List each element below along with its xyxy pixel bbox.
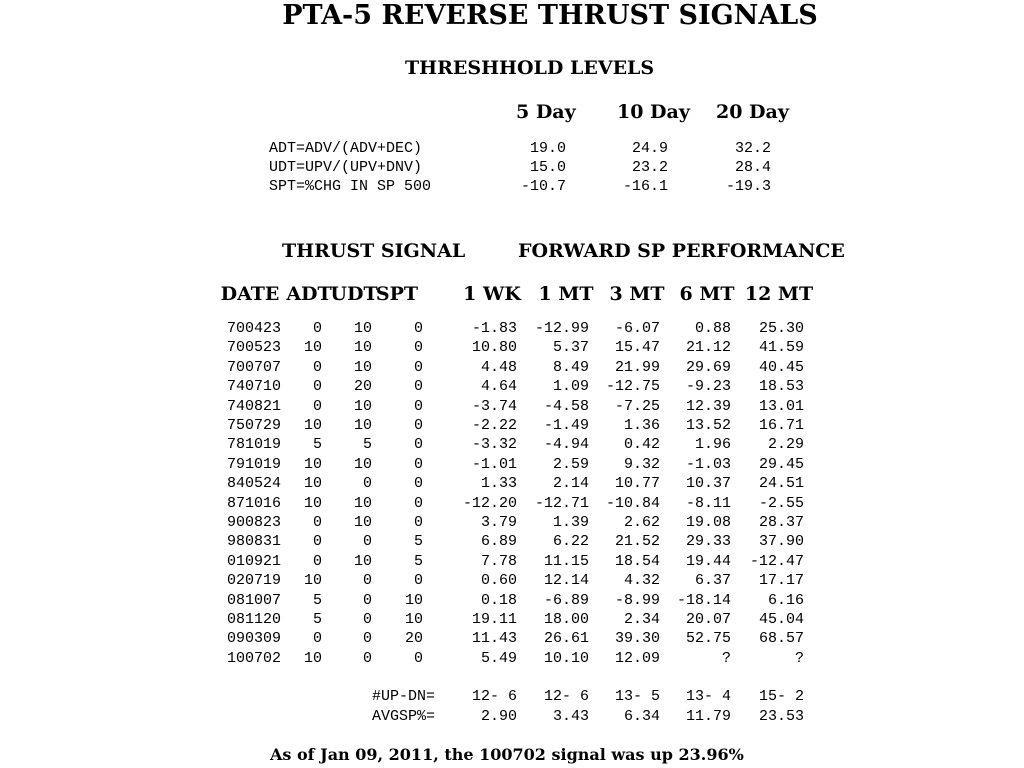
signal-value: 19.44 [685, 552, 731, 570]
signal-value: 21.52 [614, 533, 660, 551]
signal-value: 5.37 [552, 339, 589, 357]
signal-date: 090309 [226, 630, 281, 648]
signal-value: 25.30 [758, 320, 804, 337]
signal-value: -6.07 [614, 320, 660, 337]
signal-value: 24.51 [758, 475, 804, 493]
summary-value: 3.43 [552, 708, 589, 725]
signal-value: -4.94 [543, 436, 589, 454]
signal-value: 5 [362, 436, 372, 454]
signal-value: 13.01 [758, 397, 804, 415]
signal-value: -8.99 [614, 591, 660, 609]
signal-date: 100702 [226, 649, 281, 667]
signal-value: 11.15 [543, 552, 589, 570]
signal-value: 10.77 [614, 475, 660, 493]
signal-value: -3.32 [471, 436, 517, 454]
signal-date: 980831 [226, 533, 281, 551]
signals-column-header: 1 MT [538, 283, 594, 305]
signal-value: 0 [413, 455, 423, 473]
signal-value: 26.61 [543, 630, 589, 648]
signal-value: 37.90 [758, 533, 804, 551]
signal-date: 781019 [226, 436, 281, 454]
signal-value: 10 [353, 552, 372, 570]
threshold-label: ADT=ADV/(ADV+DEC) [269, 140, 423, 157]
signal-value: 10 [353, 358, 372, 376]
signal-value: 2.59 [552, 455, 589, 473]
signal-value: 10 [353, 320, 372, 337]
signal-value: 8.49 [552, 358, 589, 376]
signal-value: 10 [303, 339, 322, 357]
signal-value: 10 [404, 611, 423, 628]
signal-value: 6.16 [767, 591, 804, 609]
signal-value: 10 [404, 591, 423, 609]
signal-date: 081120 [226, 611, 281, 628]
threshold-value: -16.1 [622, 178, 668, 195]
summary-label: AVGSP%= [372, 708, 436, 725]
signal-value: 1.96 [694, 436, 731, 454]
signal-value: 3.79 [480, 514, 517, 531]
signals-column-header: 6 MT [679, 283, 735, 305]
signal-value: 18.53 [758, 378, 804, 396]
signal-value: -12.99 [534, 320, 589, 337]
summary-value: 13- 5 [614, 688, 660, 705]
signal-value: 10 [303, 417, 322, 434]
signal-value: 0 [413, 514, 423, 531]
signal-value: 10 [353, 339, 372, 357]
signal-value: 10 [353, 494, 372, 512]
signal-value: -1.01 [471, 455, 517, 473]
signal-value: 5.49 [480, 649, 517, 667]
signal-value: ? [794, 649, 804, 667]
signal-value: 2.62 [623, 514, 660, 531]
signal-value: -6.89 [543, 591, 589, 609]
signal-value: 5 [413, 533, 423, 551]
threshold-value: 15.0 [529, 159, 566, 176]
signal-value: 0 [312, 378, 322, 396]
signal-value: 21.99 [614, 358, 660, 376]
threshold-label: SPT=%CHG IN SP 500 [269, 178, 432, 195]
signal-value: 6.89 [480, 533, 517, 551]
signal-value: 4.32 [623, 572, 660, 590]
signal-value: 29.69 [685, 358, 731, 376]
signal-value: 0 [312, 320, 322, 337]
signal-value: 0 [413, 649, 423, 667]
signal-value: 45.04 [758, 611, 804, 628]
footnote: As of Jan 09, 2011, the 100702 signal was up 23.96% [270, 745, 744, 764]
signal-value: 0.42 [623, 436, 660, 454]
signal-value: -10.84 [605, 494, 660, 512]
threshold-heading: THRESHHOLD LEVELS [405, 57, 655, 79]
signals-column-header: 3 MT [609, 283, 665, 305]
summary-label: #UP-DN= [372, 688, 436, 705]
signal-value: 0 [413, 417, 423, 434]
signal-value: -12.75 [605, 378, 660, 396]
signal-value: 6.22 [552, 533, 589, 551]
threshold-value: -10.7 [520, 178, 566, 195]
signal-value: 0 [312, 514, 322, 531]
signal-value: -1.03 [685, 455, 731, 473]
threshold-value: -19.3 [725, 178, 771, 195]
signal-value: -8.11 [685, 494, 731, 512]
signal-value: ? [721, 649, 731, 667]
signal-value: 5 [413, 552, 423, 570]
signal-value: 0 [362, 533, 372, 551]
signal-value: -12.20 [462, 494, 517, 512]
signal-value: 0 [413, 475, 423, 493]
signal-value: 5 [312, 436, 322, 454]
signals-column-header: 1 WK [463, 283, 521, 305]
threshold-value: 28.4 [734, 159, 771, 176]
signal-value: 0 [312, 397, 322, 415]
signals-column-header: ADT [286, 283, 332, 305]
summary-value: 12- 6 [471, 688, 517, 705]
signal-value: 10 [303, 494, 322, 512]
signal-value: 10 [353, 417, 372, 434]
signal-value: 28.37 [758, 514, 804, 531]
threshold-col-5day: 5 Day [516, 101, 576, 123]
signal-value: 0 [413, 378, 423, 396]
signal-value: 40.45 [758, 358, 804, 376]
signal-value: 12.14 [543, 572, 589, 590]
signals-column-header: SPT [375, 283, 419, 305]
signal-value: 2.14 [552, 475, 589, 493]
signal-value: 1.39 [552, 514, 589, 531]
signal-date: 700423 [226, 320, 281, 337]
threshold-label: UDT=UPV/(UPV+DNV) [269, 159, 423, 176]
signal-date: 871016 [226, 494, 281, 512]
signal-value: 0 [413, 572, 423, 590]
threshold-value: 19.0 [529, 140, 566, 157]
signal-value: 68.57 [758, 630, 804, 648]
signal-value: 7.78 [480, 552, 517, 570]
signal-value: 0 [362, 649, 372, 667]
signal-value: 20.07 [685, 611, 731, 628]
signal-date: 740710 [226, 378, 281, 396]
forward-performance-heading: FORWARD SP PERFORMANCE [518, 240, 845, 262]
summary-value: 6.34 [623, 708, 660, 725]
thrust-signal-heading: THRUST SIGNAL [282, 240, 466, 262]
signal-value: 0 [362, 475, 372, 493]
signal-value: 19.11 [471, 611, 517, 628]
signal-value: 10 [353, 514, 372, 531]
summary-value: 12- 6 [543, 688, 589, 705]
signal-date: 840524 [226, 475, 281, 493]
signal-value: 17.17 [758, 572, 804, 590]
signal-value: 10 [303, 572, 322, 590]
signal-value: 1.09 [552, 378, 589, 396]
signal-date: 081007 [226, 591, 281, 609]
signal-value: 10 [353, 455, 372, 473]
signal-value: 0 [413, 358, 423, 376]
signal-value: -9.23 [685, 378, 731, 396]
signal-date: 020719 [226, 572, 281, 590]
signal-value: 0 [362, 572, 372, 590]
signal-value: 0.18 [480, 591, 517, 609]
signal-value: 52.75 [685, 630, 731, 648]
signal-date: 740821 [226, 397, 281, 415]
signals-column-header: UDT [330, 283, 378, 305]
signal-value: 10 [303, 475, 322, 493]
signal-date: 791019 [226, 455, 281, 473]
signal-value: 19.08 [685, 514, 731, 531]
signal-value: 15.47 [614, 339, 660, 357]
signal-value: 12.09 [614, 649, 660, 667]
summary-value: 13- 4 [685, 688, 731, 705]
signal-value: 0.60 [480, 572, 517, 590]
signal-value: 41.59 [758, 339, 804, 357]
summary-value: 2.90 [480, 708, 517, 725]
signal-value: -2.22 [471, 417, 517, 434]
signal-value: 13.52 [685, 417, 731, 434]
threshold-col-10day: 10 Day [617, 101, 690, 123]
signals-column-header: DATE [220, 283, 280, 305]
signal-value: 12.39 [685, 397, 731, 415]
signal-value: -7.25 [614, 397, 660, 415]
summary-value: 15- 2 [758, 688, 804, 705]
signal-value: -12.71 [534, 494, 589, 512]
signal-value: 0 [312, 552, 322, 570]
signal-value: 10 [353, 397, 372, 415]
signal-value: 10 [303, 649, 322, 667]
signal-date: 700707 [226, 358, 281, 376]
signal-date: 700523 [226, 339, 281, 357]
signal-value: 0 [413, 339, 423, 357]
signal-value: 4.64 [480, 378, 517, 396]
signal-value: -1.49 [543, 417, 589, 434]
signal-value: 0 [312, 358, 322, 376]
signal-value: 29.45 [758, 455, 804, 473]
signal-value: 5 [312, 611, 322, 628]
signal-value: 0.88 [694, 320, 731, 337]
threshold-value: 24.9 [631, 140, 668, 157]
signal-value: 0 [312, 630, 322, 648]
signal-value: 20 [404, 630, 423, 648]
signal-value: -1.83 [471, 320, 517, 337]
signal-value: -2.55 [758, 494, 804, 512]
signal-value: 1.36 [623, 417, 660, 434]
signal-value: -3.74 [471, 397, 517, 415]
signals-column-header: 12 MT [744, 283, 814, 305]
summary-value: 23.53 [758, 708, 804, 725]
threshold-col-20day: 20 Day [716, 101, 789, 123]
signal-value: 2.29 [767, 436, 804, 454]
signal-value: 10.37 [685, 475, 731, 493]
signal-value: 10 [303, 455, 322, 473]
signal-value: 0 [413, 397, 423, 415]
signal-value: 29.33 [685, 533, 731, 551]
signal-value: -4.58 [543, 397, 589, 415]
page-title: PTA-5 REVERSE THRUST SIGNALS [282, 0, 818, 31]
signal-value: -12.47 [749, 552, 804, 570]
signal-value: 21.12 [685, 339, 731, 357]
signal-date: 010921 [226, 552, 281, 570]
signal-value: 11.43 [471, 630, 517, 648]
signal-value: 6.37 [694, 572, 731, 590]
signal-value: 39.30 [614, 630, 660, 648]
signal-value: 0 [413, 494, 423, 512]
signal-value: 0 [362, 591, 372, 609]
signal-value: 18.00 [543, 611, 589, 628]
threshold-value: 23.2 [631, 159, 668, 176]
signal-value: 16.71 [758, 417, 804, 434]
summary-value: 11.79 [685, 708, 731, 725]
signal-value: 5 [312, 591, 322, 609]
signal-value: 1.33 [480, 475, 517, 493]
signal-value: -18.14 [676, 591, 731, 609]
signal-value: 10.10 [543, 649, 589, 667]
signal-value: 10.80 [471, 339, 517, 357]
signal-value: 9.32 [623, 455, 660, 473]
signal-value: 20 [353, 378, 372, 396]
signal-value: 4.48 [480, 358, 517, 376]
signal-value: 0 [413, 320, 423, 337]
signal-value: 0 [413, 436, 423, 454]
signal-value: 0 [312, 533, 322, 551]
signal-date: 750729 [226, 417, 281, 434]
signal-value: 0 [362, 611, 372, 628]
signal-value: 18.54 [614, 552, 660, 570]
signal-date: 900823 [226, 514, 281, 531]
threshold-value: 32.2 [734, 140, 771, 157]
signal-value: 0 [362, 630, 372, 648]
signal-value: 2.34 [623, 611, 660, 628]
